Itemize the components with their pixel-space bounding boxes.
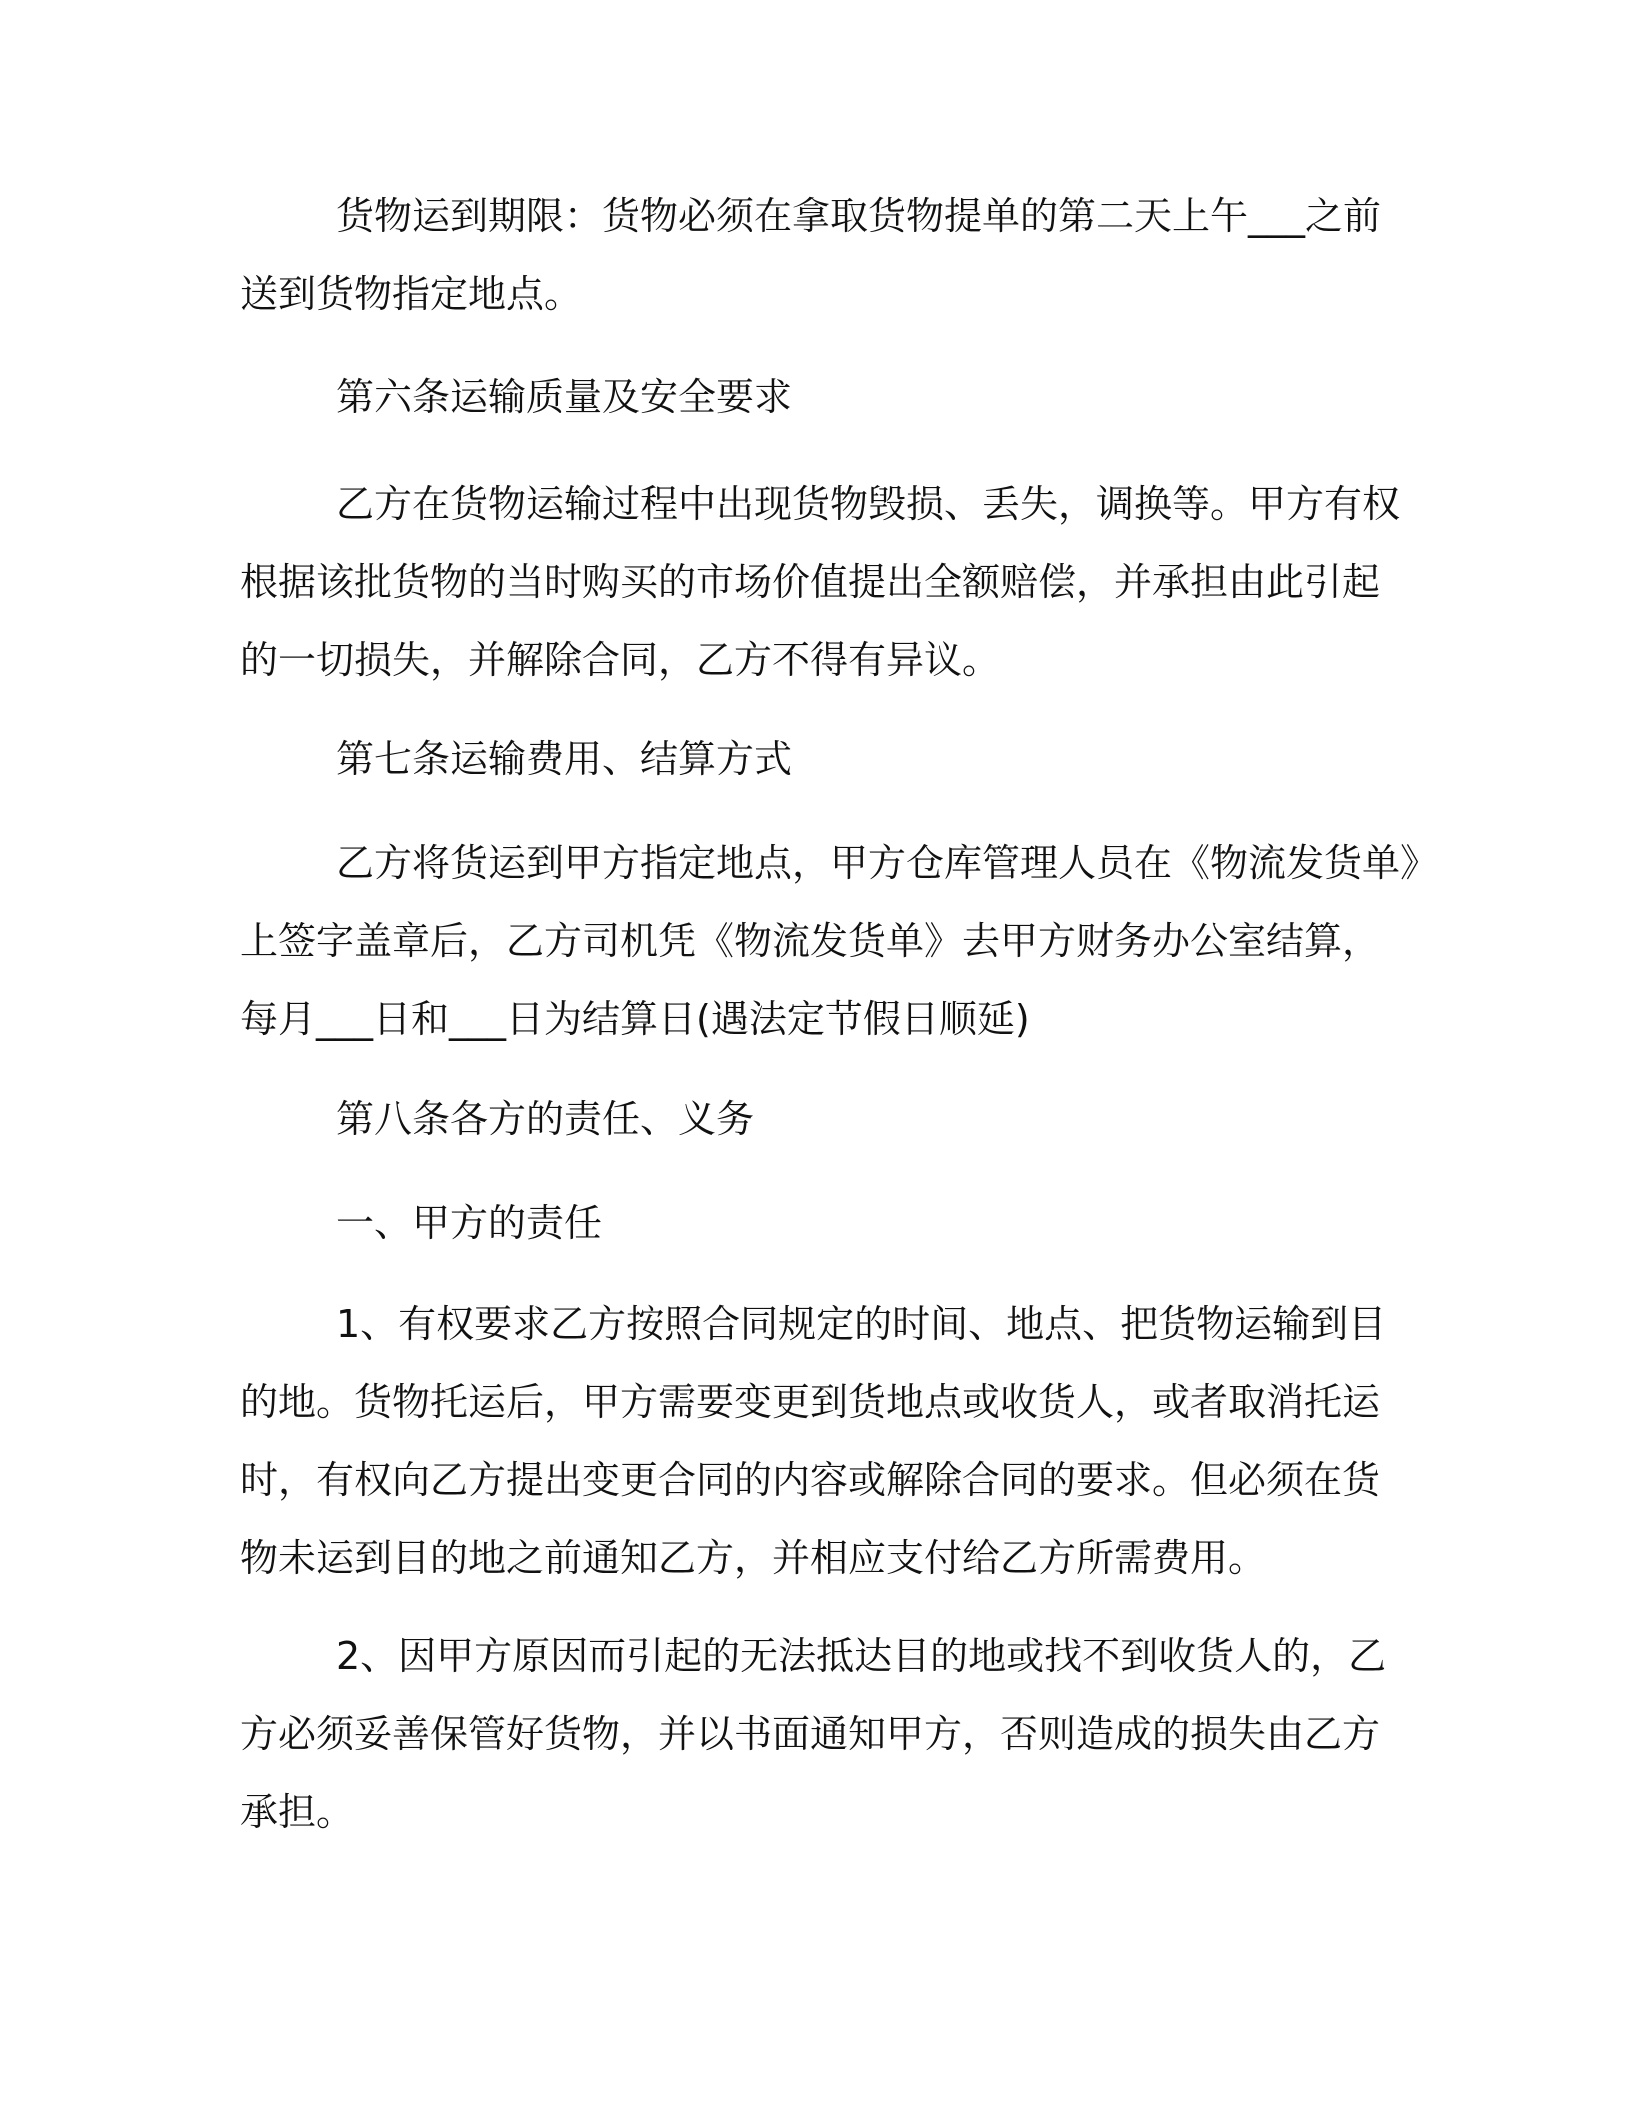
text-line: 乙方在货物运输过程中出现货物毁损、丢失，调换等。甲方有权 xyxy=(336,482,1401,526)
paragraph-party-a-item-1 xyxy=(240,1285,1420,1597)
paragraph-delivery-deadline xyxy=(240,177,1420,333)
text-line: 乙方将货运到甲方指定地点，甲方仓库管理人员在《物流发货单》 xyxy=(336,841,1439,885)
text-line: 时，有权向乙方提出变更合同的内容或解除合同的要求。但必须在货 xyxy=(240,1458,1381,1502)
text-line: 承担。 xyxy=(240,1790,355,1834)
heading-article-6 xyxy=(240,358,1420,436)
text-line: 第八条各方的责任、义务 xyxy=(336,1097,755,1141)
text-line: 物未运到目的地之前通知乙方，并相应支付给乙方所需费用。 xyxy=(240,1536,1267,1580)
paragraph-party-a-item-2 xyxy=(240,1617,1420,1851)
text-line: 2、因甲方原因而引起的无法抵达目的地或找不到收货人的，乙 xyxy=(336,1634,1387,1678)
text-line: 第七条运输费用、结算方式 xyxy=(336,737,793,781)
text-line: 的一切损失，并解除合同，乙方不得有异议。 xyxy=(240,638,1001,682)
text-line: 根据该批货物的当时购买的市场价值提出全额赔偿，并承担由此引起 xyxy=(240,560,1381,604)
text-line: 的地。货物托运后，甲方需要变更到货地点或收货人，或者取消托运 xyxy=(240,1380,1381,1424)
paragraph-settlement xyxy=(240,824,1439,1058)
text-line: 送到货物指定地点。 xyxy=(240,272,583,316)
text-line: 第六条运输质量及安全要求 xyxy=(336,375,793,419)
text-line: 方必须妥善保管好货物，并以书面通知甲方，否则造成的损失由乙方 xyxy=(240,1712,1381,1756)
text-line: 货物运到期限：货物必须在拿取货物提单的第二天上午___之前 xyxy=(336,194,1382,238)
heading-party-a-responsibility xyxy=(240,1184,1420,1262)
heading-article-8 xyxy=(240,1080,1420,1158)
text-line: 1、有权要求乙方按照合同规定的时间、地点、把货物运输到目 xyxy=(336,1302,1387,1346)
text-line: 一、甲方的责任 xyxy=(336,1201,603,1245)
text-line: 上签字盖章后，乙方司机凭《物流发货单》去甲方财务办公室结算， xyxy=(240,919,1381,963)
paragraph-transport-quality xyxy=(240,465,1420,699)
text-line: 每月___日和___日为结算日(遇法定节假日顺延) xyxy=(240,997,1030,1041)
heading-article-7 xyxy=(240,720,1420,798)
